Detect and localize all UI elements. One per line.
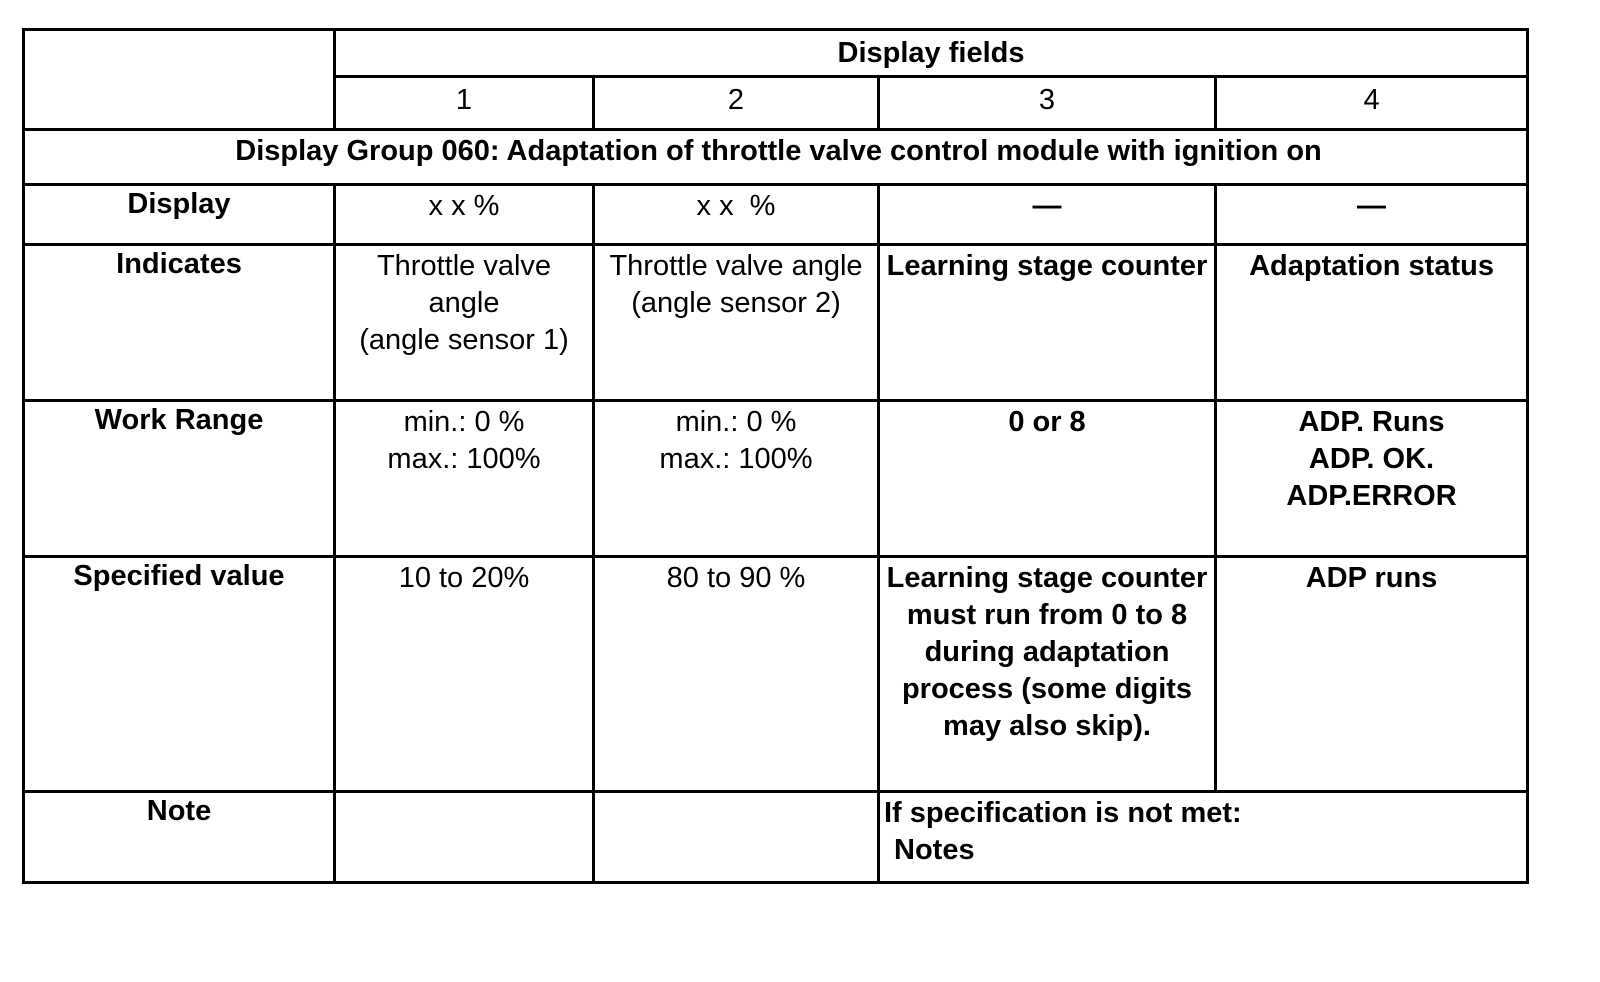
indicates-field-3: Learning stage counter (879, 245, 1216, 401)
note-field-1 (335, 792, 594, 883)
spec-sheet (22, 28, 1526, 879)
specified-value-field-3-line-2: must run from 0 to 8 (906, 599, 1188, 631)
notes-reference: Notes (894, 834, 975, 866)
corner-cell (24, 30, 335, 130)
indicates-field-2-line-2: (angle sensor 2) (631, 287, 841, 319)
work-range-field-4-line-3: ADP.ERROR (1286, 480, 1457, 512)
field-number-2: 2 (594, 77, 879, 130)
indicates-field-1 (335, 245, 594, 401)
display-fields-header: Display fields (335, 30, 1528, 77)
work-range-field-2 (594, 401, 879, 557)
work-range-field-1-max: max.: 100% (387, 443, 541, 475)
specified-value-field-1: 10 to 20% (335, 557, 594, 792)
note-field-3-4 (879, 792, 1528, 883)
work-range-field-2-min: min.: 0 % (675, 406, 797, 438)
note-field-2 (594, 792, 879, 883)
field-number-1: 1 (335, 77, 594, 130)
work-range-field-4-line-1: ADP. Runs (1298, 406, 1445, 438)
specified-value-field-3-line-1: Learning stage counter (886, 562, 1208, 594)
display-field-3: — (879, 185, 1216, 245)
field-number-3: 3 (879, 77, 1216, 130)
indicates-row (24, 245, 1528, 401)
work-range-row (24, 401, 1528, 557)
display-group-table (22, 28, 1529, 884)
work-range-field-2-max: max.: 100% (659, 443, 813, 475)
display-field-2: x x % (594, 185, 879, 245)
specified-value-field-3 (879, 557, 1216, 792)
work-range-field-1 (335, 401, 594, 557)
display-row (24, 185, 1528, 245)
header-row-title (24, 30, 1528, 77)
indicates-label: Indicates (24, 245, 335, 401)
indicates-field-2 (594, 245, 879, 401)
specified-value-label: Specified value (24, 557, 335, 792)
indicates-field-1-line-3: (angle sensor 1) (359, 324, 569, 356)
specified-value-field-3-line-3: during adaptation (924, 636, 1170, 668)
work-range-field-3: 0 or 8 (879, 401, 1216, 557)
specified-value-field-4: ADP runs (1216, 557, 1528, 792)
indicates-field-1-line-1: Throttle valve (376, 250, 552, 282)
field-number-4: 4 (1216, 77, 1528, 130)
work-range-field-1-min: min.: 0 % (403, 406, 525, 438)
group-title: Display Group 060: Adaptation of throttle valve control module with ignition on (24, 130, 1528, 185)
specified-value-field-3-line-4: process (some digits (901, 673, 1193, 705)
display-label: Display (24, 185, 335, 245)
note-label: Note (24, 792, 335, 883)
work-range-label: Work Range (24, 401, 335, 557)
group-title-row (24, 130, 1528, 185)
indicates-field-1-line-2: angle (428, 287, 500, 319)
note-row (24, 792, 1528, 883)
display-field-4: — (1216, 185, 1528, 245)
work-range-field-4 (1216, 401, 1528, 557)
note-condition: If specification is not met: (884, 797, 1242, 829)
display-field-1: x x % (335, 185, 594, 245)
specified-value-field-2: 80 to 90 % (594, 557, 879, 792)
work-range-field-4-line-2: ADP. OK. (1308, 443, 1435, 475)
specified-value-row (24, 557, 1528, 792)
specified-value-field-3-line-5: may also skip). (943, 710, 1151, 742)
indicates-field-4: Adaptation status (1216, 245, 1528, 401)
indicates-field-2-line-1: Throttle valve angle (609, 250, 863, 282)
